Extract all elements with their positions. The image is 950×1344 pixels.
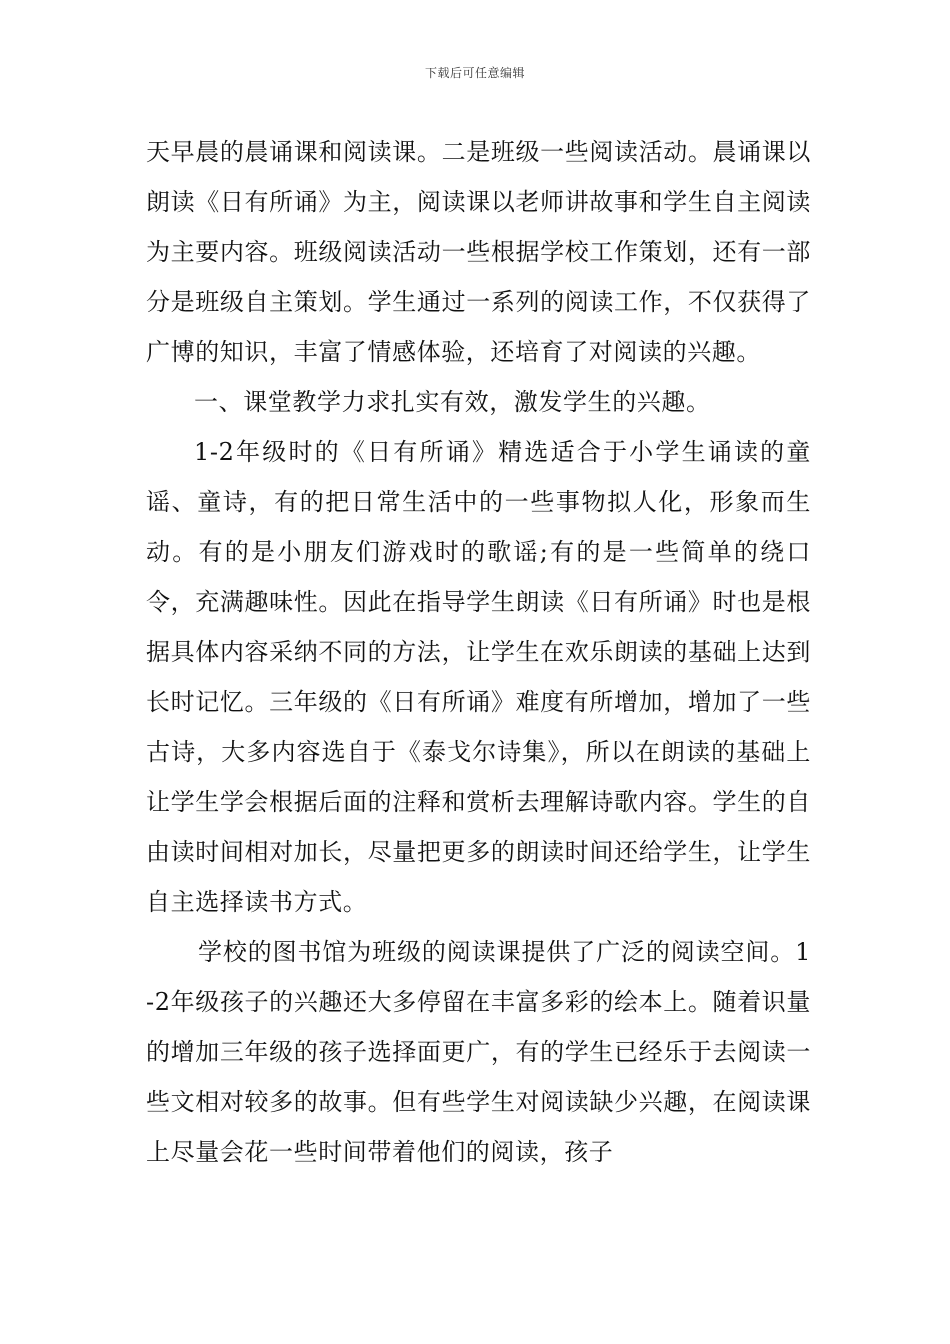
section-heading: 一、课堂教学力求扎实有效，激发学生的兴趣。: [194, 388, 711, 416]
paragraph-recitation: 1-2年级时的《日有所诵》精选适合于小学生诵读的童谣、童诗，有的把日常生活中的一些事物拟人化，形象而生动。有的是小朋友们游戏时的歌谣;有的是一些简单的绕口令，充满趣味性。因此在指导学生朗读《日有所诵》时也是根据具体内容采纳不同的方法，让学生在欢乐朗读的基础上达到长时记忆。三年级的《日有所诵》难度有所增加，增加了一些古诗，大多内容选自于《泰戈尔诗集》，所以在朗读的基础上让学生学会根据后面的注释和赏析去理解诗歌内容。学生的自由读时间相对加长，尽量把更多的朗读时间还给学生，让学生自主选择读书方式。: [146, 438, 811, 916]
paragraph-library: 学校的图书馆为班级的阅读课提供了广泛的阅读空间。1-2年级孩子的兴趣还大多停留在丰富多彩的绘本上。随着识量的增加三年级的孩子选择面更广，有的学生已经乐于去阅读一些文相对较多的故事。但有些学生对阅读缺少兴趣，在阅读课上尽量会花一些时间带着他们的阅读，孩子: [146, 938, 811, 1166]
page-header: 下载后可任意编辑: [424, 66, 525, 80]
paragraph-intro: 天早晨的晨诵课和阅读课。二是班级一些阅读活动。晨诵课以朗读《日有所诵》为主，阅读课以老师讲故事和学生自主阅读为主要内容。班级阅读活动一些根据学校工作策划，还有一部分是班级自主策划。学生通过一系列的阅读工作，不仅获得了广博的知识，丰富了情感体验，还培育了对阅读的兴趣。: [146, 138, 811, 366]
document-body: [146, 127, 811, 1177]
